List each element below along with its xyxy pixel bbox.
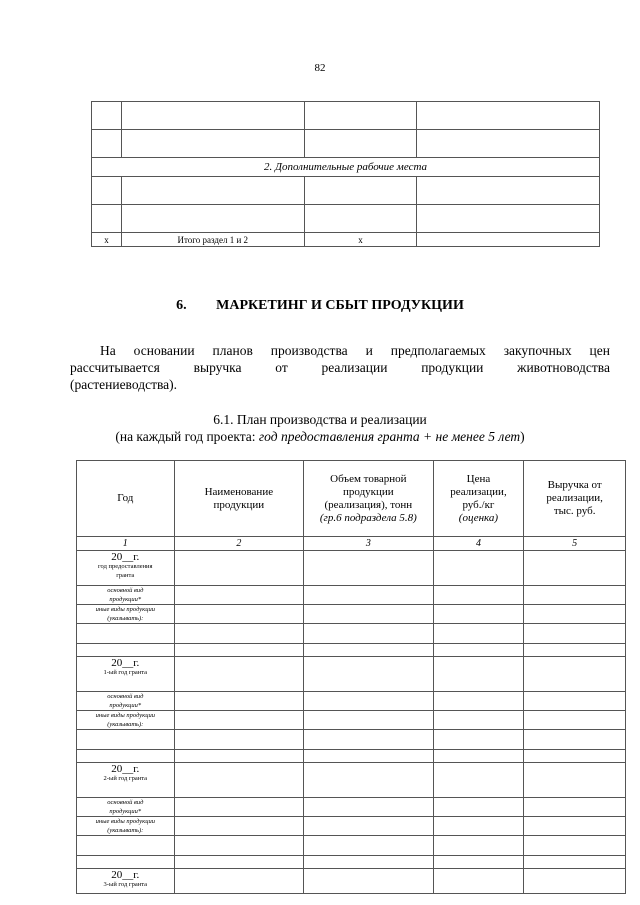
section-2-row [92,158,600,177]
section-paragraph [70,342,610,393]
table-row: основной вид продукции* [77,692,626,711]
subsection-title: 6.1. План производства и реализации [213,412,427,427]
table-row [77,730,626,750]
header-volume: Объем товарной продукции (реализация), тонн (гр.6 подраздела 5.8) [304,461,433,537]
table-row [77,856,626,869]
page-number: 82 [314,62,326,74]
table-row [92,177,600,205]
table-row [77,869,626,894]
table-row [92,130,600,158]
workplaces-table [91,101,600,247]
table-row: основной вид продукции* [77,798,626,817]
total-label: Итого раздел 1 и 2 [121,233,304,247]
year-cell: 20__г. 3-ый год гранта [77,869,175,894]
table-row [77,657,626,692]
year-cell: 20__г. 1-ый год гранта [77,657,175,692]
table-row [77,551,626,586]
paragraph-line: рассчитывается выручка от реализации продукции животноводства [70,360,610,375]
table-row [92,102,600,130]
section-number: 6. [176,298,187,313]
production-sales-table [76,460,626,894]
section-heading [0,298,640,314]
table-row: иные виды продукции (указывать): [77,817,626,836]
total-x-1: x [92,233,122,247]
total-row [92,233,600,247]
table-row [77,836,626,856]
column-number-row: 1 2 3 4 5 [77,537,626,551]
header-price: Цена реализации, руб./кг (оценка) [433,461,524,537]
year-cell: 20__г. год предоставления гранта [77,551,175,586]
paragraph-line: (растениеводства). [70,377,178,392]
total-x-3: x [304,233,417,247]
table-row [77,624,626,644]
year-cell: 20__г. 2-ый год гранта [77,763,175,798]
table-row [77,644,626,657]
table-row [77,750,626,763]
paragraph-line: На основании планов производства и предполагаемых закупочных цен [100,343,610,358]
header-year: Год [77,461,175,537]
section-title: МАРКЕТИНГ И СБЫТ ПРОДУКЦИИ [216,298,464,313]
table-row: основной вид продукции* [77,586,626,605]
table-row: иные виды продукции (указывать): [77,711,626,730]
table-row [77,763,626,798]
section-2-label: 2. Дополнительные рабочие места [92,158,600,177]
header-revenue: Выручка от реализации, тыс. руб. [524,461,626,537]
table-row: иные виды продукции (указывать): [77,605,626,624]
table-row [92,205,600,233]
header-product: Наименование продукции [174,461,304,537]
subsection-subtitle: (на каждый год проекта: год предоставления гранта + не менее 5 лет) [115,429,525,444]
header-row [77,461,626,537]
